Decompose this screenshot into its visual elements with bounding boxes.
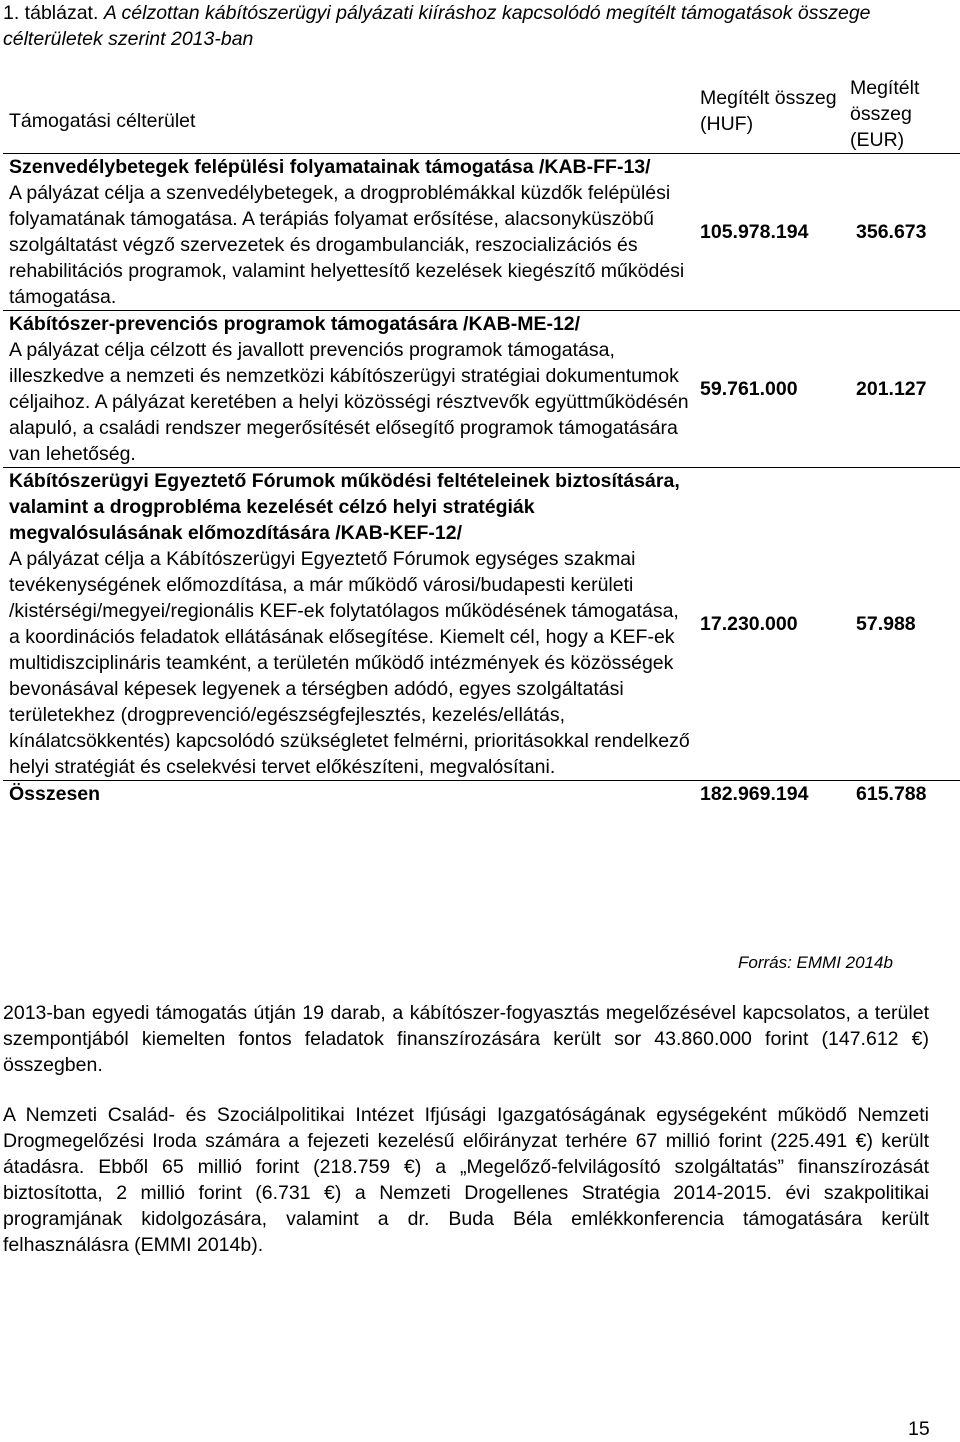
table-row bbox=[3, 154, 960, 311]
row-description: A pályázat célja a Kábítószerügyi Egyeztető Fórumok egységes szakmai tevékenységének előmozdítása, a már működő városi/budapesti kerületi /kistérségi/megyei/regionális KEF-ek folytatólagos működésének támogatása, a koordinációs feladatok ellátásának elősegítése. Kiemelt cél, hogy a KEF-ek multidiszciplináris teamként, a területén működő intézmények és közösségek bevonásával képesek legyenek a térségben adódó, egyes szolgáltatási területekhez (drogprevenció/egészségfejlesztés, kezelés/ellátás, kínálatcsökkentés) kapcsolódó szükségletet felmérni, prioritásokkal rendelkező helyi stratégiát és cselekvési tervet előkészíteni, megvalósítani. bbox=[9, 548, 690, 778]
table-source: Forrás: EMMI 2014b bbox=[738, 953, 893, 972]
row-description: A pályázat célja a szenvedélybetegek, a drogproblémákkal küzdők felépülési folyamatának támogatása. A terápiás folyamat erősítése, alacsonyküszöbű szolgáltatást végző szervezetek és drogambulanciák, reszocializációs és rehabilitációs programok, valamint helyettesítő kezelések kiegészítő működési támogatása. bbox=[9, 182, 685, 308]
total-huf: 182.969.194 bbox=[700, 783, 809, 805]
caption-text: A célzottan kábítószerügyi pályázati kiíráshoz kapcsolódó megítélt támogatások összege célterületek szerint 2013-ban bbox=[3, 2, 871, 50]
row-target-cell bbox=[3, 468, 694, 781]
total-label: Összesen bbox=[9, 783, 101, 805]
row-title: Szenvedélybetegek felépülési folyamatainak támogatása /KAB-FF-13/ bbox=[9, 156, 651, 178]
paragraph-drug-prevention-office: A Nemzeti Család- és Szociálpolitikai Intézet Ifjúsági Igazgatóságának egységeként működő Nemzeti Drogmegelőzési Iroda számára a fejezeti kezelésű előirányzat terhére 67 millió forint (225.491 €) került átadásra. Ebből 65 millió forint (218.759 €) a „Megelőző-felvilágosító szolgáltatás” finanszírozását biztosította, 2 millió forint (6.731 €) a Nemzeti Drogellenes Stratégia 2014-2015. évi szakpolitikai programjának kidolgozására, valamint a dr. Buda Béla emlékkonferencia támogatására került felhasználásra (EMMI 2014b). bbox=[3, 1104, 929, 1256]
row-description: A pályázat célja célzott és javallott prevenciós programok támogatása, illeszkedve a nemzeti és nemzetközi kábítószerügyi stratégiai dokumentumok céljaihoz. A pályázat keretében a helyi közösségi résztvevők együttműködésén alapuló, a családi rendszer megerősítését elősegítő programok támogatására van lehetőség. bbox=[9, 339, 689, 465]
header-eur-line1: Megítélt bbox=[850, 77, 920, 99]
row-huf: 17.230.000 bbox=[694, 468, 850, 781]
header-target: Támogatási célterület bbox=[3, 75, 694, 154]
row-target-cell bbox=[3, 311, 694, 468]
support-table bbox=[3, 75, 960, 807]
paragraph-individual-support: 2013-ban egyedi támogatás útján 19 darab, a kábítószer-fogyasztás megelőzésével kapcsolatos, a terület szempontjából kiemelten fontos feladatok finanszírozására került sor 43.860.000 forint (147.612 €) összegben. bbox=[3, 1002, 929, 1076]
header-eur-line2: összeg bbox=[850, 103, 912, 125]
header-huf: Megítélt összeg (HUF) bbox=[694, 75, 850, 154]
header-eur-line3: (EUR) bbox=[850, 129, 905, 151]
row-title: Kábítószer-prevenciós programok támogatására /KAB-ME-12/ bbox=[9, 313, 581, 335]
total-eur: 615.788 bbox=[856, 783, 927, 805]
table-row bbox=[3, 468, 960, 781]
table-header-row bbox=[3, 75, 960, 154]
row-huf: 59.761.000 bbox=[694, 311, 850, 468]
row-eur: 356.673 bbox=[850, 154, 960, 311]
table-caption bbox=[3, 0, 953, 52]
table-row bbox=[3, 311, 960, 468]
row-eur: 57.988 bbox=[850, 468, 960, 781]
total-row bbox=[3, 781, 960, 808]
page-number: 15 bbox=[908, 1418, 930, 1440]
table-number: 1. táblázat. bbox=[3, 2, 99, 24]
row-target-cell bbox=[3, 154, 694, 311]
header-eur bbox=[850, 75, 960, 154]
row-eur: 201.127 bbox=[850, 311, 960, 468]
row-title: Kábítószerügyi Egyeztető Fórumok működési feltételeinek biztosítására, valamint a drogprobléma kezelését célzó helyi stratégiák megvalósulásának előmozdítására /KAB-KEF-12/ bbox=[9, 470, 680, 544]
row-huf: 105.978.194 bbox=[694, 154, 850, 311]
